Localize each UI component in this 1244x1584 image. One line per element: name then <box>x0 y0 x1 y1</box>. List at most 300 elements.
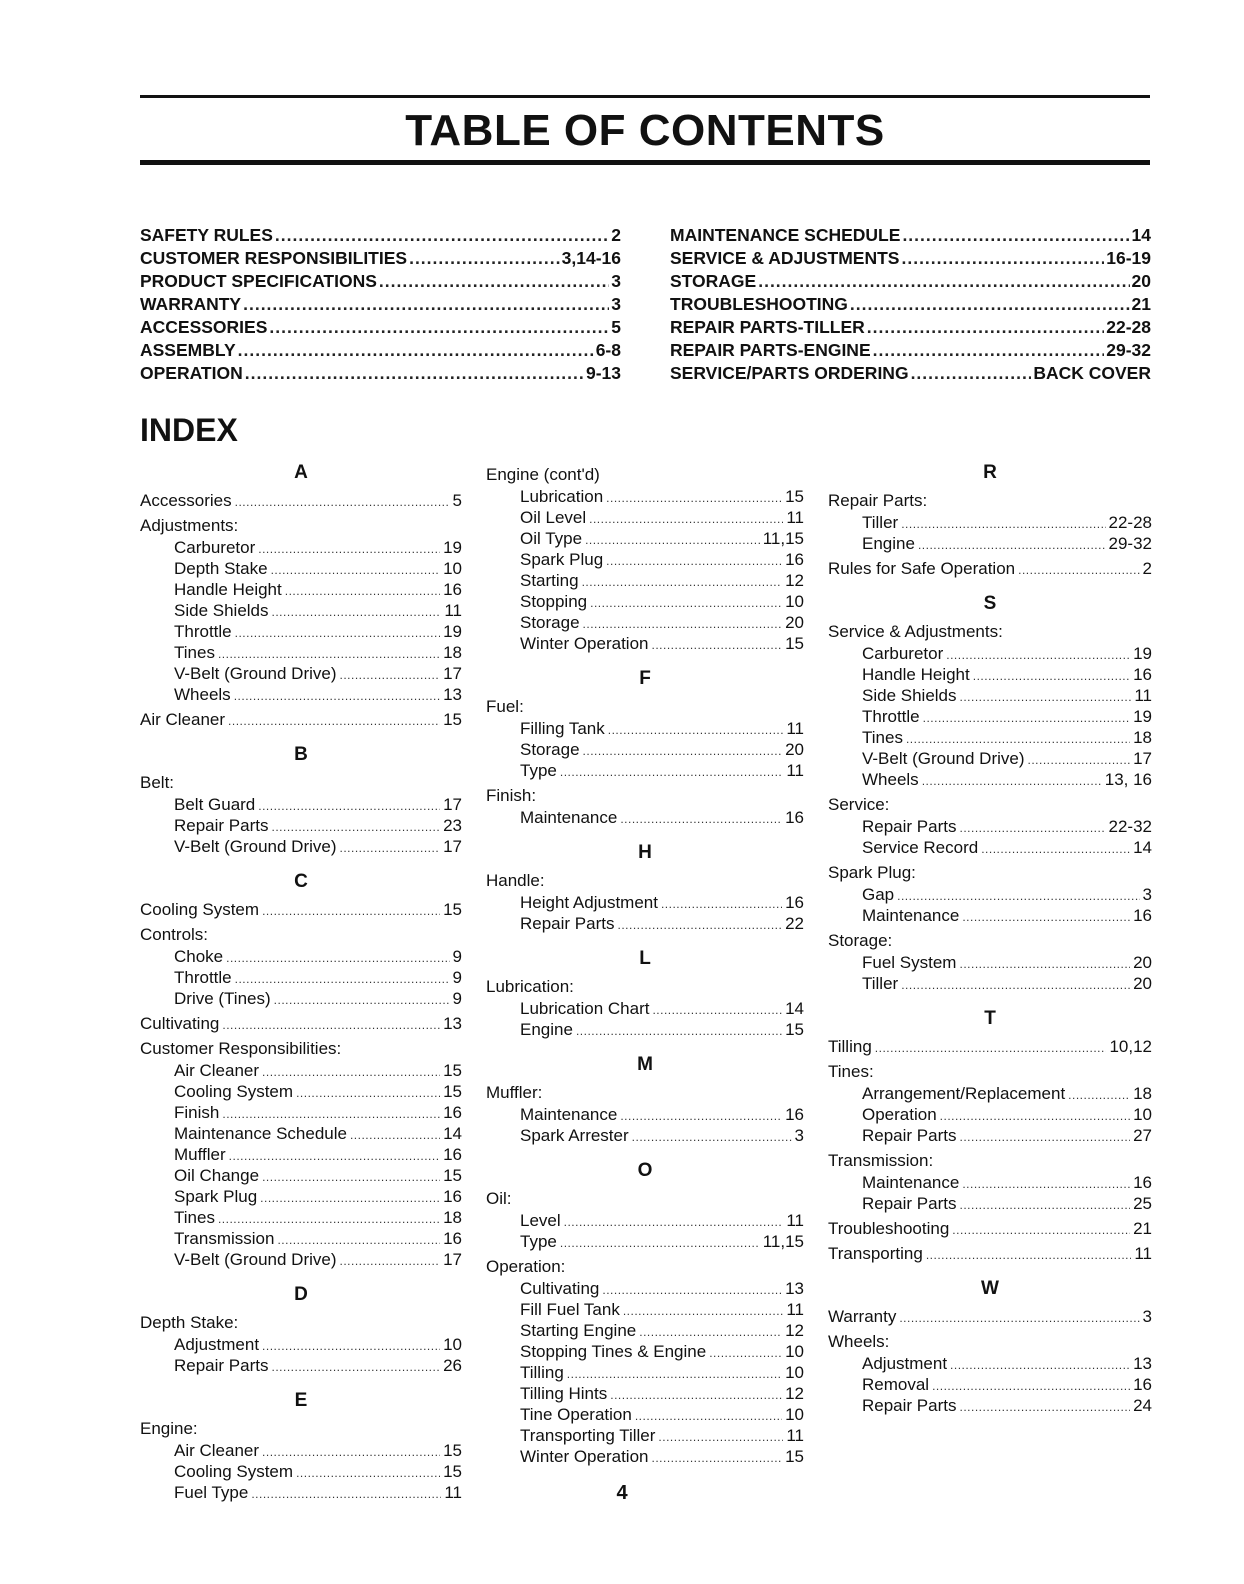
dot-leader <box>639 1323 782 1342</box>
index-category: Oil: <box>486 1189 512 1208</box>
toc-entry <box>140 225 621 248</box>
dot-leader <box>901 248 1104 269</box>
index-entry-page: 13 <box>443 685 462 704</box>
index-entry-label: Winter Operation <box>520 1447 649 1466</box>
dot-leader <box>238 340 594 361</box>
toc-entry <box>670 271 1151 294</box>
index-entry-page: 19 <box>1133 707 1152 726</box>
index-entry-label: Troubleshooting <box>828 1219 950 1238</box>
index-entry-label: Warranty <box>828 1307 897 1326</box>
dot-leader <box>235 493 450 512</box>
index-subentry <box>486 1384 804 1405</box>
dot-leader <box>926 1246 1132 1265</box>
index-entry-page: 9 <box>452 989 462 1008</box>
index-subentry <box>486 613 804 634</box>
index-entry-page: 14 <box>1133 838 1152 857</box>
dot-leader <box>661 895 782 914</box>
index-subentry <box>486 761 804 782</box>
index-subentry <box>140 601 462 622</box>
index-subentry <box>828 838 1152 859</box>
dot-leader <box>218 1210 440 1229</box>
index-subentry <box>140 1103 462 1124</box>
toc-entry-page: 6-8 <box>595 340 621 360</box>
index-entry-page: 15 <box>443 1061 462 1080</box>
index-entry-page: 12 <box>785 1384 804 1403</box>
toc-entry-label: MAINTENANCE SCHEDULE <box>670 225 901 245</box>
index-category: Finish: <box>486 786 537 805</box>
index-entry-page: 14 <box>443 1124 462 1143</box>
index-entry-label: Wheels <box>862 770 919 789</box>
index-entry-label: Throttle <box>174 622 232 641</box>
index-entry-label: Choke <box>174 947 224 966</box>
index-category: Storage: <box>828 931 893 950</box>
index-subentry <box>486 1279 804 1300</box>
index-entry-page: 17 <box>443 795 462 814</box>
dot-leader <box>959 819 1105 838</box>
toc-entry <box>140 271 621 294</box>
dot-leader <box>623 1302 784 1321</box>
dot-leader <box>1028 751 1131 770</box>
index-entry-page: 15 <box>785 1020 804 1039</box>
index-subentry <box>828 974 1152 995</box>
index-entry-label: Stopping Tines & Engine <box>520 1342 707 1361</box>
index-entry-label: Spark Arrester <box>520 1126 629 1145</box>
index-subentry <box>486 571 804 592</box>
index-entry-label: Tines <box>174 1208 215 1227</box>
page-number: 4 <box>616 1482 628 1504</box>
dot-leader <box>946 646 1130 665</box>
index-entry-label: Maintenance Schedule <box>174 1124 347 1143</box>
index-entry <box>828 559 1152 580</box>
index-entry-page: 11,15 <box>762 1232 804 1251</box>
index-subentry <box>140 837 462 858</box>
index-subentry <box>486 592 804 613</box>
index-entry-label: Handle Height <box>862 665 970 684</box>
index-entry-page: 22-32 <box>1108 817 1152 836</box>
index-entry-label: Fill Fuel Tank <box>520 1300 620 1319</box>
index-subentry <box>140 1441 462 1462</box>
index-entry-label: Side Shields <box>862 686 957 705</box>
index-category: Controls: <box>140 925 209 944</box>
index-entry-label: Storage <box>520 613 580 632</box>
dot-leader <box>340 1252 441 1271</box>
dot-leader <box>262 1168 440 1187</box>
toc-entry <box>670 225 1151 248</box>
index-subentry <box>486 914 804 935</box>
index-entry-page: 15 <box>785 634 804 653</box>
dot-leader <box>296 1464 440 1483</box>
index-entry-label: Cultivating <box>520 1279 600 1298</box>
dot-leader <box>262 1443 440 1462</box>
index-letter-heading: C <box>294 871 308 892</box>
index-subentry <box>140 1124 462 1145</box>
dot-leader <box>583 615 783 634</box>
index-subentry <box>140 685 462 706</box>
index-entry-label: Fuel Type <box>174 1483 249 1502</box>
index-entry-label: Repair Parts <box>862 1194 957 1213</box>
dot-leader <box>560 763 783 782</box>
index-entry-label: Engine <box>862 534 915 553</box>
dot-leader <box>1018 561 1139 580</box>
index-entry-label: Depth Stake <box>174 559 268 578</box>
index-category: Engine: <box>140 1419 198 1438</box>
toc-entry-page: 14 <box>1131 225 1151 245</box>
index-entry-page: 15 <box>785 487 804 506</box>
index-category: Adjustments: <box>140 516 239 535</box>
index-entry-label: Oil Change <box>174 1166 260 1185</box>
dot-leader <box>950 1356 1130 1375</box>
toc-entry-page: 3,14-16 <box>561 248 621 268</box>
index-entry-page: 2 <box>1142 559 1152 578</box>
index-entry-label: Carburetor <box>174 538 256 557</box>
index-entry <box>140 1014 462 1035</box>
index-entry <box>828 1244 1152 1265</box>
dot-leader <box>632 1128 792 1147</box>
index-entry-label: Starting <box>520 571 579 590</box>
index-subentry <box>828 906 1152 927</box>
index-entry-page: 3 <box>1142 885 1152 904</box>
index-entry-label: Repair Parts <box>862 1126 957 1145</box>
dot-leader <box>617 916 782 935</box>
index-category: Belt: <box>140 773 175 792</box>
index-entry-page: 11 <box>1134 1244 1152 1263</box>
index-subentry <box>828 513 1152 534</box>
index-category: Operation: <box>486 1257 566 1276</box>
toc-entry-page: 2 <box>611 225 621 245</box>
index-entry-label: Storage <box>520 740 580 759</box>
index-entry-label: Height Adjustment <box>520 893 658 912</box>
index-entry-page: 10 <box>785 1405 804 1424</box>
dot-leader <box>873 340 1105 361</box>
index-subentry <box>828 1375 1152 1396</box>
index-letter-heading: L <box>639 948 651 969</box>
toc-entry-label: WARRANTY <box>140 294 242 314</box>
dot-leader <box>652 1449 783 1468</box>
index-subentry <box>140 1356 462 1377</box>
dot-leader <box>608 721 784 740</box>
index-entry-page: 15 <box>785 1447 804 1466</box>
index-subentry <box>828 1105 1152 1126</box>
index-subentry <box>828 728 1152 749</box>
index-entry-page: 10 <box>785 1363 804 1382</box>
index-subentry <box>486 1363 804 1384</box>
dot-leader <box>590 594 782 613</box>
dot-leader <box>620 810 782 829</box>
index-subentry <box>828 534 1152 555</box>
index-entry-label: Oil Level <box>520 508 587 527</box>
index-subentry <box>140 816 462 837</box>
index-subentry <box>140 968 462 989</box>
dot-leader <box>235 624 440 643</box>
dot-leader <box>222 1105 440 1124</box>
index-entry-page: 9 <box>452 947 462 966</box>
index-entry-label: Adjustment <box>174 1335 260 1354</box>
dot-leader <box>652 1001 782 1020</box>
dot-leader <box>635 1407 782 1426</box>
dot-leader <box>901 515 1105 534</box>
index-subentry <box>486 808 804 829</box>
index-entry-page: 19 <box>443 622 462 641</box>
index-entry-label: V-Belt (Ground Drive) <box>862 749 1025 768</box>
index-subentry <box>828 665 1152 686</box>
index-entry-label: Maintenance <box>862 906 960 925</box>
dot-leader <box>658 1428 783 1447</box>
index-category: Wheels: <box>828 1332 890 1351</box>
dot-leader <box>901 976 1130 995</box>
dot-leader <box>959 1398 1130 1417</box>
index-entry-page: 11 <box>786 761 804 780</box>
index-entry <box>828 1037 1152 1058</box>
index-entry-page: 10 <box>785 1342 804 1361</box>
toc-entry-page: 22-28 <box>1106 317 1151 337</box>
index-subentry <box>486 999 804 1020</box>
index-subentry <box>486 634 804 655</box>
index-entry-label: Transmission <box>174 1229 275 1248</box>
index-subentry <box>828 1354 1152 1375</box>
index-entry-label: Tines <box>174 643 215 662</box>
index-entry-page: 15 <box>443 900 462 919</box>
index-subentry <box>486 529 804 550</box>
index-entry-label: Carburetor <box>862 644 944 663</box>
dot-leader <box>709 1344 782 1363</box>
index-subentry <box>140 1229 462 1250</box>
dot-leader <box>243 294 609 315</box>
top-rule-thin <box>140 95 1150 98</box>
toc-entry-page: 5 <box>611 317 621 337</box>
index-entry-page: 11 <box>786 719 804 738</box>
dot-leader <box>960 688 1132 707</box>
dot-leader <box>222 1016 440 1035</box>
index-entry-label: Filling Tank <box>520 719 605 738</box>
index-entry-label: Repair Parts <box>862 1396 957 1415</box>
dot-leader <box>218 645 440 664</box>
index-entry-page: 19 <box>443 538 462 557</box>
index-category: Customer Responsibilities: <box>140 1039 342 1058</box>
index-entry-page: 22 <box>785 914 804 933</box>
index-subentry <box>828 749 1152 770</box>
dot-leader <box>258 797 440 816</box>
toc-entry-label: ACCESSORIES <box>140 317 268 337</box>
index-entry-page: 21 <box>1133 1219 1152 1238</box>
index-entry-label: Throttle <box>862 707 920 726</box>
index-subentry <box>140 1250 462 1271</box>
index-entry-label: Removal <box>862 1375 930 1394</box>
index-entry-label: Gap <box>862 885 895 904</box>
index-entry-page: 27 <box>1133 1126 1152 1145</box>
dot-leader <box>560 1234 760 1253</box>
index-subentry <box>140 1208 462 1229</box>
index-entry-label: Tilling <box>828 1037 872 1056</box>
index-subentry <box>140 559 462 580</box>
index-entry-label: Lubrication Chart <box>520 999 650 1018</box>
index-entry-page: 16 <box>785 550 804 569</box>
index-subentry <box>486 1300 804 1321</box>
index-category: Repair Parts: <box>828 491 928 510</box>
dot-leader <box>959 955 1130 974</box>
dot-leader <box>959 1128 1130 1147</box>
index-entry-label: Lubrication <box>520 487 604 506</box>
index-entry-page: 3 <box>794 1126 804 1145</box>
dot-leader <box>1068 1086 1130 1105</box>
index-entry-page: 10,12 <box>1109 1037 1152 1056</box>
dot-leader <box>226 949 449 968</box>
index-entry-page: 26 <box>443 1356 462 1375</box>
dot-leader <box>850 294 1130 315</box>
index-entry-page: 22-28 <box>1108 513 1152 532</box>
dot-leader <box>652 636 783 655</box>
index-entry <box>828 1219 1152 1240</box>
index-entry-label: Side Shields <box>174 601 269 620</box>
index-entry-page: 17 <box>443 837 462 856</box>
index-entry-label: Tiller <box>862 513 899 532</box>
index-subentry <box>486 1405 804 1426</box>
index-entry-page: 29-32 <box>1108 534 1152 553</box>
toc-entry <box>140 294 621 317</box>
index-subentry <box>140 1335 462 1356</box>
toc-entry <box>670 317 1151 340</box>
index-entry <box>828 1307 1152 1328</box>
index-entry-page: 10 <box>443 1335 462 1354</box>
index-entry-page: 11 <box>786 508 804 527</box>
dot-leader <box>962 908 1130 927</box>
index-subentry <box>828 817 1152 838</box>
index-entry-label: Service Record <box>862 838 979 857</box>
toc-entry-page: BACK COVER <box>1033 363 1151 383</box>
dot-leader <box>918 536 1106 555</box>
dot-leader <box>959 1196 1130 1215</box>
index-entry-page: 16 <box>785 1105 804 1124</box>
toc-entry-page: 29-32 <box>1106 340 1151 360</box>
index-entry-page: 11 <box>444 601 462 620</box>
index-letter-heading: D <box>294 1284 308 1305</box>
dot-leader <box>235 970 450 989</box>
index-subentry <box>828 707 1152 728</box>
dot-leader <box>271 818 440 837</box>
index-category: Service & Adjustments: <box>828 622 1003 641</box>
dot-leader <box>932 1377 1130 1396</box>
index-entry-page: 15 <box>443 1462 462 1481</box>
index-entry-page: 16 <box>1133 906 1152 925</box>
index-entry-page: 16 <box>443 1103 462 1122</box>
index-subentry <box>140 1061 462 1082</box>
index-entry-label: Repair Parts <box>174 1356 269 1375</box>
dot-leader <box>962 1175 1130 1194</box>
toc-entry-page: 3 <box>611 271 621 291</box>
index-entry-page: 10 <box>1133 1105 1152 1124</box>
index-entry-page: 18 <box>1133 728 1152 747</box>
index-entry-page: 3 <box>1142 1307 1152 1326</box>
index-entry-page: 13 <box>1133 1354 1152 1373</box>
index-entry-page: 20 <box>785 613 804 632</box>
index-entry-page: 16 <box>1133 665 1152 684</box>
index-category: Tines: <box>828 1062 874 1081</box>
toc-entry <box>140 340 621 363</box>
dot-leader <box>602 1281 782 1300</box>
index-subentry <box>486 1105 804 1126</box>
dot-leader <box>606 552 782 571</box>
index-entry <box>140 710 462 731</box>
index-entry-label: Type <box>520 1232 557 1251</box>
index-entry-page: 11 <box>786 1211 804 1230</box>
dot-leader <box>229 1147 440 1166</box>
index-subentry <box>828 1084 1152 1105</box>
toc-entry <box>140 363 621 386</box>
index-entry-label: Adjustment <box>862 1354 948 1373</box>
index-category: Spark Plug: <box>828 863 916 882</box>
index-subentry <box>140 622 462 643</box>
dot-leader <box>271 1358 440 1377</box>
toc-entry-page: 9-13 <box>585 363 621 383</box>
index-entry-page: 13 <box>785 1279 804 1298</box>
index-category: Handle: <box>486 871 545 890</box>
dot-leader <box>262 1063 440 1082</box>
dot-leader <box>902 225 1129 246</box>
toc-entry-label: REPAIR PARTS-ENGINE <box>670 340 871 360</box>
index-entry-label: Air Cleaner <box>174 1061 260 1080</box>
dot-leader <box>981 840 1130 859</box>
index-entry-label: Maintenance <box>520 808 618 827</box>
dot-leader <box>340 666 441 685</box>
dot-leader <box>409 248 560 269</box>
index-entry-page: 17 <box>443 664 462 683</box>
index-subentry <box>486 1447 804 1468</box>
index-entry-page: 20 <box>785 740 804 759</box>
index-letter-heading: S <box>983 593 997 614</box>
index-subentry <box>828 686 1152 707</box>
index-entry-page: 15 <box>443 1441 462 1460</box>
index-entry-page: 18 <box>1133 1084 1152 1103</box>
index-letter-heading: O <box>637 1160 653 1181</box>
dot-leader <box>258 540 440 559</box>
dot-leader <box>277 1231 440 1250</box>
index-subentry <box>140 795 462 816</box>
index-entry-label: V-Belt (Ground Drive) <box>174 1250 337 1269</box>
index-entry-page: 11 <box>444 1483 462 1502</box>
index-subentry <box>140 1145 462 1166</box>
dot-leader <box>564 1213 784 1232</box>
index-subentry <box>486 487 804 508</box>
toc-entry-label: STORAGE <box>670 271 757 291</box>
index-entry-label: Cooling System <box>140 900 260 919</box>
index-entry-page: 12 <box>785 571 804 590</box>
index-category: Transmission: <box>828 1151 934 1170</box>
index-entry-label: Starting Engine <box>520 1321 637 1340</box>
index-entry-label: Drive (Tines) <box>174 989 271 1008</box>
dot-leader <box>379 271 609 292</box>
index-entry-label: Cooling System <box>174 1462 294 1481</box>
dot-leader <box>867 317 1104 338</box>
index-entry <box>140 491 462 512</box>
index-subentry <box>140 664 462 685</box>
index-letter-heading: F <box>639 668 651 689</box>
index-entry-label: Belt Guard <box>174 795 256 814</box>
index-category: Muffler: <box>486 1083 543 1102</box>
toc-entry-label: SAFETY RULES <box>140 225 273 245</box>
dot-leader <box>274 991 450 1010</box>
index-letter-heading: R <box>983 462 997 483</box>
dot-leader <box>940 1107 1130 1126</box>
index-entry <box>140 900 462 921</box>
dot-leader <box>620 1107 782 1126</box>
index-category: Depth Stake: <box>140 1313 239 1332</box>
index-entry-label: Handle Height <box>174 580 282 599</box>
index-category: Engine (cont'd) <box>486 465 600 484</box>
index-category: Fuel: <box>486 697 524 716</box>
index-entry-page: 16 <box>785 808 804 827</box>
index-entry-label: Accessories <box>140 491 232 510</box>
toc-entry-label: REPAIR PARTS-TILLER <box>670 317 865 337</box>
index-subentry <box>486 1211 804 1232</box>
